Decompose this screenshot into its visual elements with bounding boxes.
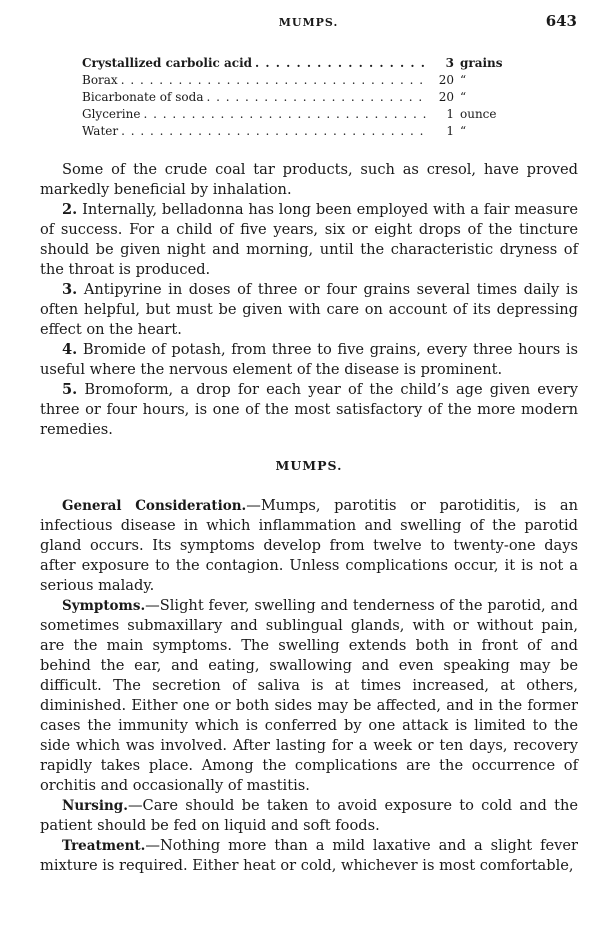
lead-in-label: General Consideration. bbox=[62, 498, 247, 514]
page-header bbox=[40, 10, 577, 32]
body-text bbox=[40, 160, 578, 876]
paragraph-number: 3. bbox=[62, 281, 78, 298]
ingredient-name: Bicarbonate of soda bbox=[82, 90, 204, 104]
ingredient-unit: “ bbox=[460, 124, 467, 138]
paragraph-text: Antipyrine in doses of three or four grains several times daily is often helpful, but must be given with care on account of its depressing effect on the heart. bbox=[40, 281, 578, 338]
ingredient-name: Borax bbox=[82, 73, 118, 87]
section-heading: MUMPS. bbox=[275, 458, 343, 473]
ingredient-name: Crystallized carbolic acid bbox=[82, 56, 253, 70]
dot-leader bbox=[255, 55, 429, 72]
paragraph-bromide bbox=[40, 340, 578, 380]
dot-leader bbox=[143, 106, 429, 123]
paragraph-general-consideration bbox=[40, 496, 578, 596]
paragraph-number: 4. bbox=[62, 341, 78, 358]
lead-in-label: Symptoms. bbox=[62, 598, 146, 614]
ingredient-qty: 3 bbox=[445, 56, 454, 70]
ingredient-qty: 1 bbox=[446, 124, 454, 138]
ingredient-qty: 1 bbox=[446, 107, 454, 121]
paragraph-text: —Nothing more than a mild laxative and a slight fever mixture is required. Either heat or cold, whichever is most comfortable, bbox=[40, 837, 578, 874]
paragraph-text: —Care should be taken to avoid exposure to cold and the patient should be fed on liquid and soft foods. bbox=[40, 797, 578, 834]
paragraph-bromoform bbox=[40, 380, 578, 440]
ingredient-unit: grains bbox=[460, 56, 503, 70]
paragraph-text: Bromoform, a drop for each year of the child’s age given every three or four hours, is one of the most satisfactory of the more modern remedies. bbox=[40, 381, 578, 438]
paragraph-number: 5. bbox=[62, 381, 78, 398]
ingredient-unit: “ bbox=[460, 90, 467, 104]
page-number: 643 bbox=[545, 12, 577, 30]
formula-row bbox=[82, 89, 512, 106]
ingredient-qty: 20 bbox=[438, 90, 454, 104]
paragraph-text: Some of the crude coal tar products, such as cresol, have proved markedly beneficial by inhalation. bbox=[40, 161, 578, 198]
ingredient-qty: 20 bbox=[438, 73, 454, 87]
ingredient-unit: “ bbox=[460, 73, 467, 87]
ingredient-name: Glycerine bbox=[82, 107, 141, 121]
lead-in-label: Nursing. bbox=[62, 798, 128, 814]
formula-row bbox=[82, 72, 512, 89]
paragraph-symptoms bbox=[40, 596, 578, 796]
paragraph-treatment bbox=[40, 836, 578, 876]
formula-row bbox=[82, 123, 512, 140]
paragraph-belladonna bbox=[40, 200, 578, 280]
formula-row bbox=[82, 55, 512, 72]
formula-row bbox=[82, 106, 512, 123]
paragraph-text: Bromide of potash, from three to five grains, every three hours is useful where the nervous element of the disease is prominent. bbox=[40, 341, 578, 378]
running-title: MUMPS. bbox=[278, 16, 339, 29]
paragraph-inhalation bbox=[40, 160, 578, 200]
lead-in-label: Treatment. bbox=[62, 838, 146, 854]
paragraph-text: —Mumps, parotitis or parotiditis, is an infectious disease in which inflammation and swelling of the parotid gland occurs. Its symptoms develop from twelve to twenty-one days after exposure to the contagion. Unless complications occur, it is not a serious malady. bbox=[40, 497, 578, 594]
paragraph-nursing bbox=[40, 796, 578, 836]
paragraph-number: 2. bbox=[62, 201, 78, 218]
paragraph-text: Internally, belladonna has long been employed with a fair measure of success. For a child of five years, six or eight drops of the tincture should be given night and morning, until the characteristic dryness of the throat is produced. bbox=[40, 201, 578, 278]
dot-leader bbox=[121, 123, 429, 140]
dot-leader bbox=[121, 72, 429, 89]
formula-table bbox=[82, 55, 512, 140]
paragraph-antipyrine bbox=[40, 280, 578, 340]
dot-leader bbox=[207, 89, 430, 106]
ingredient-unit: ounce bbox=[460, 107, 497, 121]
ingredient-name: Water bbox=[82, 124, 119, 138]
paragraph-text: —Slight fever, swelling and tenderness of the parotid, and sometimes submaxillary and sublingual glands, with or without pain, are the main symptoms. The swelling extends both in front of and behind the ear, and eating, swallowing and even speaking may be difficult. The secretion of saliva is at times increased, at others, diminished. Either one or both sides may be affected, and in the former cases the immunity which is conferred by one attack is limited to the side which was involved. After lasting for a week or ten days, recovery rapidly takes place. Among the complications are the occurrence of orchitis and occasionally of mastitis. bbox=[40, 597, 578, 794]
